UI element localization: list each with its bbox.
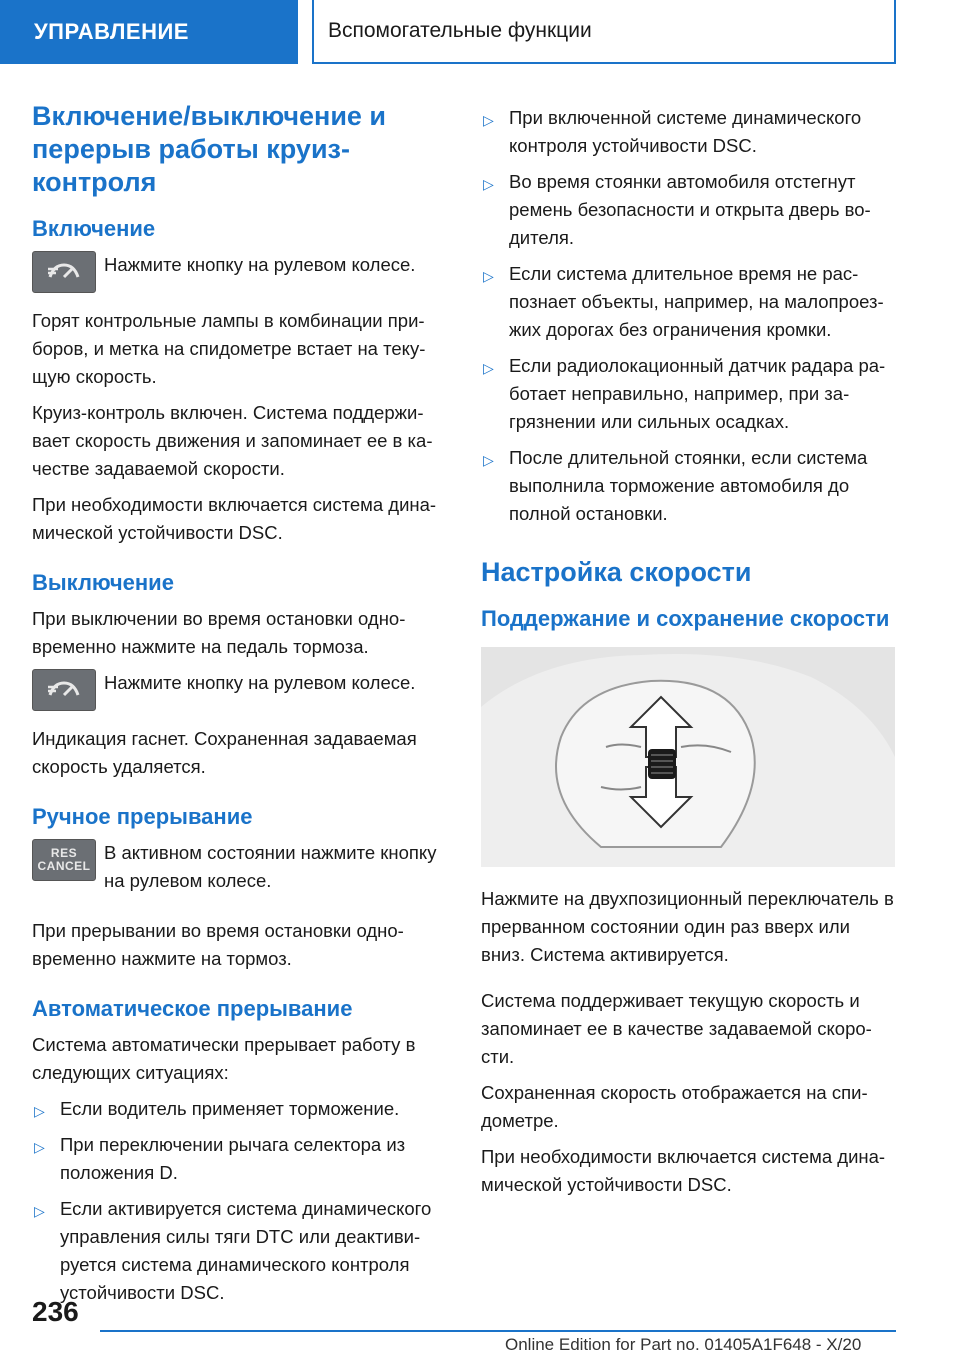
paragraph: Круиз-контроль включен. Система поддержи-вает скорость движения и запоминает ее в ка-честве задаваемой скорости. — [32, 402, 433, 479]
icon-text-manual: В активном состоянии нажмите кнопку на рулевом колесе. — [104, 842, 437, 891]
heading-manual: Ручное прерывание — [32, 804, 253, 829]
res-label: RES — [50, 846, 78, 860]
paragraph: Нажмите на двухпозиционный переключатель в прерванном состоянии один раз вверх или вниз. Система активируется. — [481, 888, 894, 965]
paragraph: Сохраненная скорость отображается на спи-дометре. — [481, 1082, 868, 1131]
page-number: 236 — [32, 1296, 79, 1327]
paragraph: Система автоматически прерывает работу в следующих ситуациях: — [32, 1034, 416, 1083]
icon-row-on — [32, 251, 450, 293]
cancel-label: CANCEL — [37, 859, 91, 873]
paragraph: Индикация гаснет. Сохраненная задаваемая скорость удаляется. — [32, 728, 417, 777]
list-item: ▷ Если водитель применяет торможение. — [32, 1095, 450, 1123]
list-item: ▷ При переключении рычага селектора из положения D. — [34, 1134, 406, 1183]
heading-off: Выключение — [32, 570, 174, 595]
right-column — [481, 100, 899, 1207]
triangle-bullet-icon: ▷ — [483, 176, 494, 192]
footer-divider — [100, 1330, 896, 1332]
triangle-bullet-icon: ▷ — [34, 1103, 45, 1119]
footer-edition: Online Edition for Part no. 01405A1F648 - X/20 — [505, 1335, 862, 1354]
triangle-bullet-icon: ▷ — [34, 1203, 45, 1219]
paragraph: При необходимости включается система дина-мической устойчивости DSC. — [481, 1146, 886, 1195]
steering-wheel-switch-photo — [481, 647, 895, 867]
paragraph: Горят контрольные лампы в комбинации при-боров, и метка на спидометре встает на теку-щую скорость. — [32, 310, 426, 387]
page-title: Включение/выключение и перерыв работы круиз-контроля — [32, 101, 387, 197]
icon-text-on: Нажмите кнопку на рулевом колесе. — [104, 254, 416, 275]
heading-auto: Автоматическое прерывание — [32, 996, 353, 1021]
icon-row-manual — [32, 839, 450, 903]
hold-heading: Поддержание и сохранение скорости — [481, 606, 890, 631]
section-tab: УПРАВЛЕНИЕ — [0, 0, 298, 64]
triangle-bullet-icon: ▷ — [483, 360, 494, 376]
cruise-button-icon — [32, 669, 96, 711]
chapter-title: Вспомогательные функции — [312, 0, 896, 64]
triangle-bullet-icon: ▷ — [483, 452, 494, 468]
triangle-bullet-icon: ▷ — [34, 1139, 45, 1155]
left-column — [32, 100, 450, 1317]
triangle-bullet-icon: ▷ — [483, 112, 494, 128]
icon-text-off: Нажмите кнопку на рулевом колесе. — [104, 672, 416, 693]
list-item: ▷ После длительной стоянки, если система выполнила торможение автомобиля до полной остановки. — [483, 447, 868, 524]
auto-bullet-list-cont — [481, 104, 899, 528]
list-item: ▷ Если активируется система динамического управления силы тяги DTC или деактиви-руется система динамического контроля устойчивости DSC. — [34, 1198, 432, 1303]
cruise-button-icon — [32, 251, 96, 293]
list-item: ▷ При включенной системе динамического контроля устойчивости DSC. — [483, 107, 862, 156]
auto-bullet-list — [32, 1095, 450, 1307]
list-item: ▷ Если радиолокационный датчик радара ра-ботает неправильно, например, при за-грязнении или сильных осадках. — [483, 355, 886, 432]
icon-row-off — [32, 669, 450, 711]
list-item: ▷ Во время стоянки автомобиля отстегнут ремень безопасности и открыта дверь во-дителя. — [483, 171, 871, 248]
paragraph: При прерывании во время остановки одно-временно нажмите на тормоз. — [32, 920, 404, 969]
heading-on: Включение — [32, 216, 156, 241]
triangle-bullet-icon: ▷ — [483, 268, 494, 284]
list-item: ▷ Если система длительное время не рас-познает объекты, например, на малопроез-жих дорогах без ограничения кромки. — [483, 263, 884, 340]
res-cancel-button-icon — [32, 839, 96, 881]
paragraph: При необходимости включается система дина-мической устойчивости DSC. — [32, 494, 437, 543]
paragraph: При выключении во время остановки одно-временно нажмите на педаль тормоза. — [32, 608, 406, 657]
speed-heading: Настройка скорости — [481, 557, 752, 587]
paragraph: Система поддерживает текущую скорость и запоминает ее в качестве задаваемой скоро-сти. — [481, 990, 872, 1067]
